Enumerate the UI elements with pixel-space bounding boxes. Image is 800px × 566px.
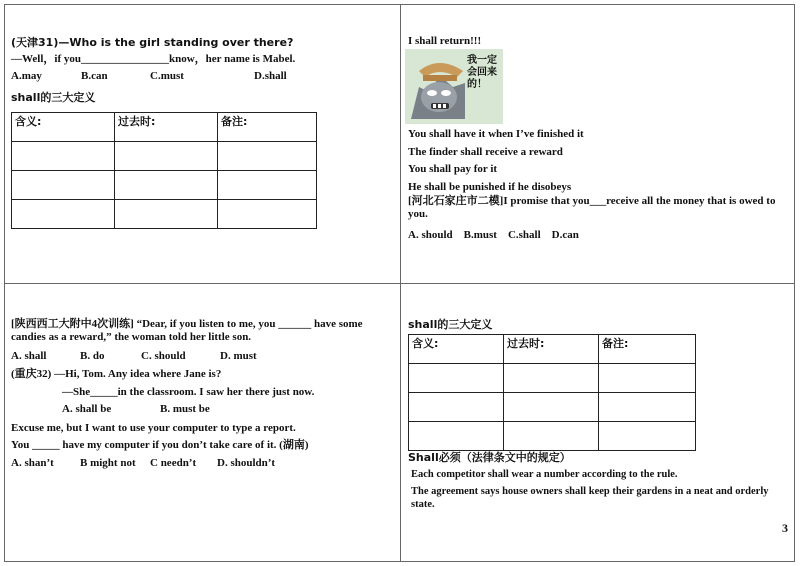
legal-example-1: Each competitor shall wear a number according to the rule.	[411, 469, 678, 480]
hunan-option-d: D. shouldn’t	[217, 457, 276, 469]
header-meaning: 含义:	[12, 113, 115, 142]
header-past-tense: 过去时:	[504, 335, 599, 364]
header-meaning: 含义:	[409, 335, 504, 364]
example-4: He shall be punished if he disobeys	[408, 181, 572, 193]
hunan-option-b: B might not	[80, 457, 136, 469]
q1-option-b: B.can	[81, 70, 108, 82]
example-2: The finder shall receive a reward	[408, 146, 563, 158]
table-header-row	[409, 335, 696, 364]
header-notes: 备注:	[599, 335, 696, 364]
header-notes: 备注:	[218, 113, 317, 142]
legal-example-2: The agreement says house owners shall keep their gardens in a neat and orderly state.	[411, 486, 769, 510]
hunan-option-c: C needn’t	[150, 457, 197, 469]
table-header-row	[12, 113, 317, 142]
example-1: You shall have it when I’ve finished it	[408, 128, 584, 140]
chongqing-option-b: B. must be	[160, 403, 210, 415]
q1-option-d: D.shall	[254, 70, 287, 82]
shaanxi-option-a: A. shall	[11, 350, 47, 362]
definitions-table-left	[11, 112, 317, 229]
wolf-caption: 我一定会回来的！	[467, 55, 497, 90]
horizontal-divider	[4, 283, 795, 284]
table-row	[12, 200, 317, 229]
shall-must-legal-heading: Shall必须（法律条文中的规定）	[408, 451, 571, 464]
i-shall-return-title: I shall return!!!	[408, 35, 482, 47]
hebei-question: [河北石家庄市二模]I promise that you___receive all the money that is owed to you.	[408, 195, 776, 220]
example-3: You shall pay for it	[408, 163, 498, 175]
q1-line2: —Well，if you________________know，her name is Mabel.	[11, 53, 296, 65]
hunan-line2: You _____ have my computer if you don’t take care of it. (湖南)	[11, 439, 309, 451]
chongqing-option-a: A. shall be	[62, 403, 112, 415]
page-number: 3	[782, 521, 788, 535]
chongqing-line2: —She_____in the classroom. I saw her there just now.	[62, 386, 315, 398]
header-past-tense: 过去时:	[115, 113, 218, 142]
shall-definitions-heading: shall的三大定义	[11, 91, 96, 104]
shaanxi-option-d: D. must	[220, 350, 257, 362]
table-row	[12, 142, 317, 171]
q1-option-c: C.must	[150, 70, 184, 82]
shall-definitions-heading-2: shall的三大定义	[408, 318, 493, 331]
table-row	[409, 393, 696, 422]
shaanxi-question: [陕西西工大附中4次训练] “Dear, if you listen to me, you ______ have some candies as a reward,” the woman told her little son.	[11, 318, 363, 343]
shaanxi-option-c: C. should	[141, 350, 186, 362]
definitions-table-right	[408, 334, 696, 451]
chongqing-line1: (重庆32) —Hi, Tom. Any idea where Jane is?	[11, 368, 222, 380]
q1-line1: (天津31)—Who is the girl standing over there?	[11, 36, 294, 49]
hunan-line1: Excuse me, but I want to use your computer to type a report.	[11, 422, 296, 434]
table-row	[409, 422, 696, 451]
hebei-options: A. should B.must C.shall D.can	[408, 229, 579, 241]
table-row	[409, 364, 696, 393]
q1-option-a: A.may	[11, 70, 42, 82]
hunan-option-a: A. shan’t	[11, 457, 54, 469]
table-row	[12, 171, 317, 200]
wolf-cartoon-image	[405, 49, 503, 124]
shaanxi-option-b: B. do	[80, 350, 105, 362]
